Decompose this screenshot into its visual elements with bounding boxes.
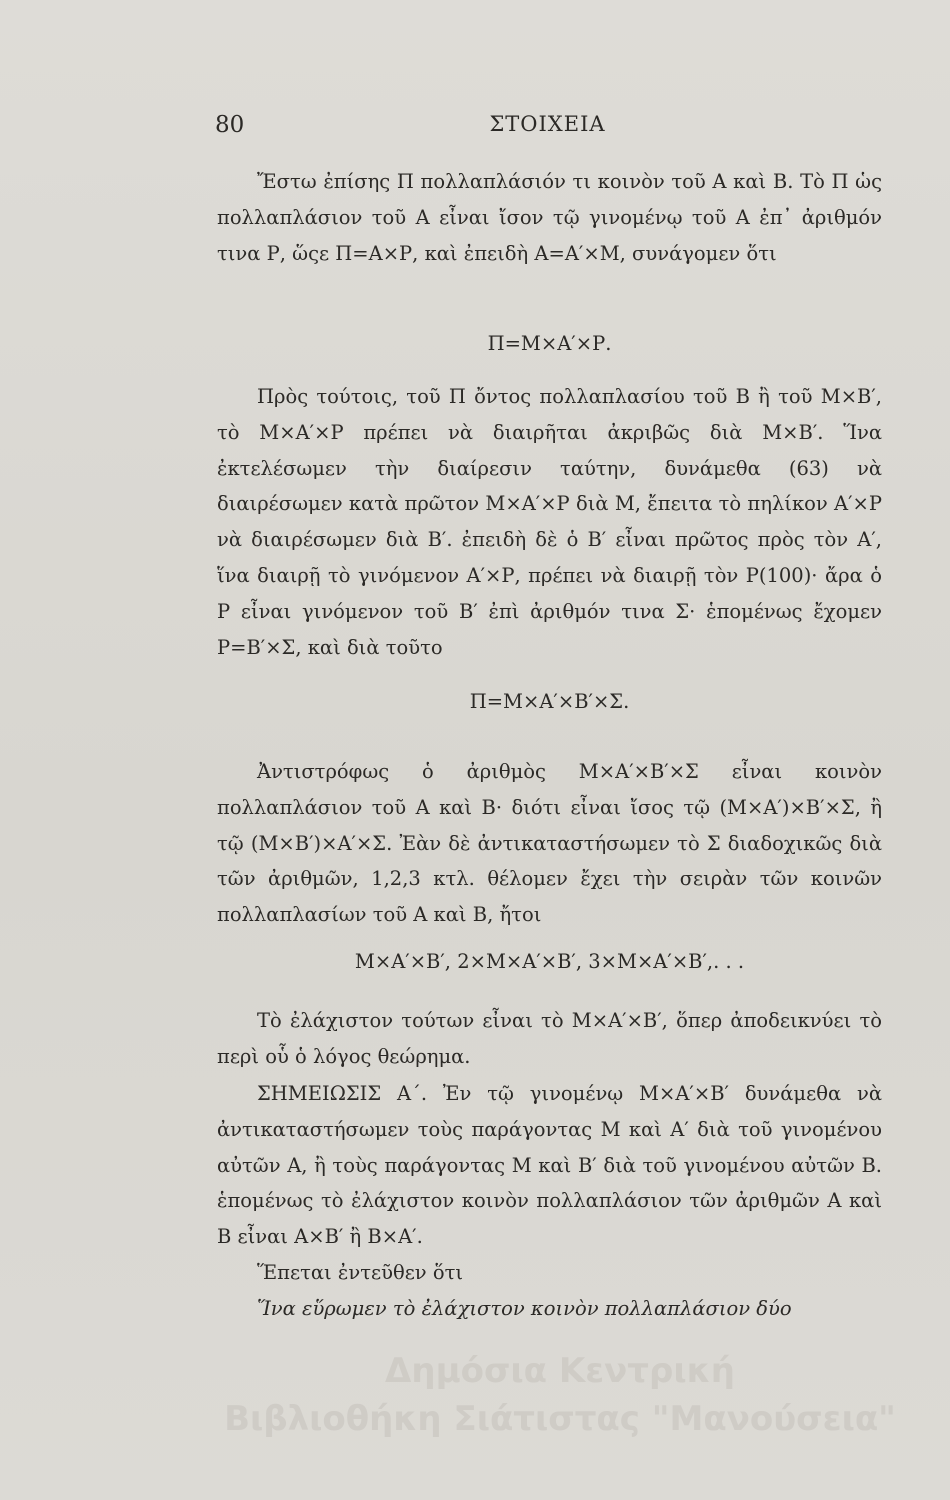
watermark-line-2: Βιβλιοθήκη Σιάτιστας "Μανούσεια" bbox=[224, 1399, 896, 1439]
library-watermark bbox=[180, 1347, 940, 1443]
page-number: 80 bbox=[215, 112, 245, 138]
watermark-line-1: Δημόσια Κεντρική bbox=[385, 1351, 735, 1391]
paragraph-1: Ἔστω ἐπίσης Π πολλαπλάσιόν τι κοινὸν τοῦ Α καὶ Β. Τὸ Π ὡς πολλαπλάσιον τοῦ Α εἶναι ἴσον τῷ γινομένῳ τοῦ Α ἐπ᾽ ἀριθμόν τινα Ρ, ὥςε Π=Α×Ρ, καὶ ἐπειδὴ Α=Α′×Μ, συνάγομεν ὅτι bbox=[217, 170, 882, 265]
paragraph-3: Ἀντιστρόφως ὁ ἀριθμὸς Μ×Α′×Β′×Σ εἶναι κοινὸν πολλαπλάσιον τοῦ Α καὶ Β· διότι εἶναι ἴσος τῷ (Μ×Α′)×Β′×Σ, ἢ τῷ (Μ×Β′)×Α′×Σ. Ἐὰν δὲ ἀντικαταστήσωμεν τὸ Σ διαδοχικῶς διὰ τῶν ἀριθμῶν, 1,2,3 κτλ. θέλομεν ἔχει τὴν σειρὰν τῶν κοινῶν πολλαπλασίων τοῦ Α καὶ Β, ἤτοι bbox=[217, 760, 882, 927]
running-title: ΣΤΟΙΧΕΙΑ bbox=[489, 112, 606, 136]
paragraph-7: Ἵνα εὕρωμεν τὸ ἐλάχιστον κοινὸν πολλαπλάσιον δύο bbox=[257, 1297, 792, 1320]
note-paragraph: ΣΗΜΕΙΩΣΙΣ Α΄. Ἐν τῷ γινομένῳ Μ×Α′×Β′ δυνάμεθα νὰ ἀντικαταστήσωμεν τοὺς παράγοντας Μ καὶ Α′ διὰ τοῦ γινομένου αὐτῶν Α, ἢ τοὺς παράγοντας Μ καὶ Β′ διὰ τοῦ γινομένου αὐτῶν Β. ἑπομένως τὸ ἐλάχιστον κοινὸν πολλαπλάσιον τῶν ἀριθμῶν Α καὶ Β εἶναι Α×Β′ ἢ Β×Α′. bbox=[217, 1082, 882, 1249]
paragraph-6: Ἕπεται ἐντεῦθεν ὅτι bbox=[257, 1261, 464, 1284]
formula-2: Π=Μ×Α′×Β′×Σ. bbox=[469, 690, 630, 713]
formula-3: Μ×Α′×Β′, 2×Μ×Α′×Β′, 3×Μ×Α′×Β′,. . . bbox=[354, 950, 745, 973]
formula-1: Π=Μ×Α′×Ρ. bbox=[487, 332, 612, 355]
paragraph-4: Τὸ ἐλάχιστον τούτων εἶναι τὸ Μ×Α′×Β′, ὅπερ ἀποδεικνύει τὸ περὶ οὗ ὁ λόγος θεώρημα. bbox=[217, 1009, 882, 1068]
page-header bbox=[215, 112, 880, 144]
paragraph-2: Πρὸς τούτοις, τοῦ Π ὄντος πολλαπλασίου τοῦ Β ἢ τοῦ Μ×Β′, τὸ Μ×Α′×Ρ πρέπει νὰ διαιρῆται ἀκριβῶς διὰ Μ×Β′. Ἵνα ἐκτελέσωμεν τὴν διαίρεσιν ταύτην, δυνάμεθα (63) νὰ διαιρέσωμεν κατὰ πρῶτον Μ×Α′×Ρ διὰ Μ, ἔπειτα τὸ πηλίκον Α′×Ρ νὰ διαιρέσωμεν διὰ Β′. ἐπειδὴ δὲ ὁ Β′ εἶναι πρῶτος πρὸς τὸν Α′, ἵνα διαιρῇ τὸ γινόμενον Α′×Ρ, πρέπει νὰ διαιρῇ τὸν Ρ(100)· ἄρα ὁ Ρ εἶναι γινόμενον τοῦ Β′ ἐπὶ ἀριθμόν τινα Σ· ἑπομένως ἔχομεν Ρ=Β′×Σ, καὶ διὰ τοῦτο bbox=[217, 385, 882, 659]
